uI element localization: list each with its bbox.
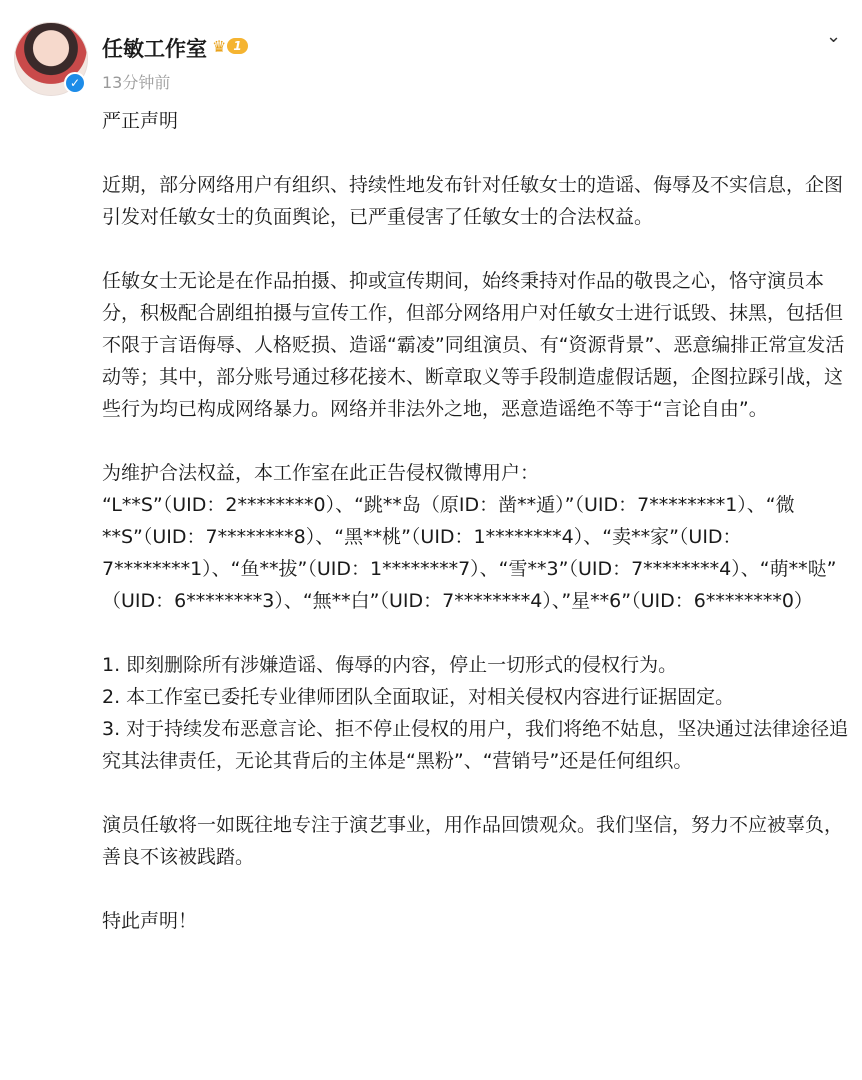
author-name[interactable]: 任敏工作室 (102, 37, 207, 61)
post-paragraph: “L**S”（UID：2********0）、“跳**岛（原ID：凿**遁）”（UID：7********1）、“微**S”（UID：7********8）、“黑**桃”（UID：1********4）、“卖**家”（UID：7********1）、“鱼**拔”（UID：1********7）、“雪**3”（UID：7********4）、“萌**哒” (102, 494, 837, 580)
post-paragraph: 任敏女士无论是在作品拍摄、抑或宣传期间，始终秉持对作品的敬畏之心，恪守演员本分，积极配合剧组拍摄与宣传工作，但部分网络用户对任敏女士进行诋毁、抹黑，包括但不限于言语侮辱、人格贬损、造谣“霸凌”同组演员、有“资源背景”、恶意编排正常宣发活动等；其中，部分账号通过移花接木、断章取义等手段制造虚假话题，企图拉踩引战，这些行为均已构成网络暴力。网络并非法外之地，恶意造谣绝不等于“言论自由”。 (102, 270, 845, 420)
post-time: 13分钟前 (102, 73, 171, 92)
post-paragraph: 严正声明 (102, 110, 179, 132)
vip-level: 1 (227, 38, 247, 54)
chevron-down-icon[interactable]: ⌄ (826, 26, 842, 47)
post-paragraph: 为维护合法权益，本工作室在此正告侵权微博用户： (102, 462, 540, 484)
paragraph-gap (102, 233, 854, 265)
paragraph-gap (102, 137, 854, 169)
post-paragraph: 特此声明！ (102, 910, 198, 932)
post-paragraph: 近期，部分网络用户有组织、持续性地发布针对任敏女士的造谣、侮辱及不实信息，企图引发对任敏女士的负面舆论，已严重侵害了任敏女士的合法权益。 (102, 174, 844, 228)
post-paragraph: 3. 对于持续发布恶意言论、拒不停止侵权的用户，我们将绝不姑息，坚决通过法律途径追究其法律责任，无论其背后的主体是“黑粉”、“营销号”还是任何组织。 (102, 718, 849, 772)
post-paragraph: 演员任敏将一如既往地专注于演艺事业，用作品回馈观众。我们坚信，努力不应被辜负，善良不该被践踏。 (102, 814, 844, 868)
paragraph-gap (102, 873, 854, 905)
vip-badge[interactable] (212, 36, 248, 56)
crown-icon: ♛ (212, 36, 227, 56)
paragraph-gap (102, 777, 854, 809)
verified-badge-icon: ✓ (64, 72, 86, 94)
post-paragraph: （UID：6********3）、“無**白”（UID：7********4）、”星**6”（UID：6********0） (102, 590, 813, 612)
post-content (102, 105, 854, 937)
paragraph-gap (102, 425, 854, 457)
post-paragraph: 2. 本工作室已委托专业律师团队全面取证，对相关侵权内容进行证据固定。 (102, 686, 735, 708)
paragraph-gap (102, 617, 854, 649)
post-header (0, 0, 862, 108)
post-paragraph: 1. 即刻删除所有涉嫌造谣、侮辱的内容，停止一切形式的侵权行为。 (102, 654, 678, 676)
